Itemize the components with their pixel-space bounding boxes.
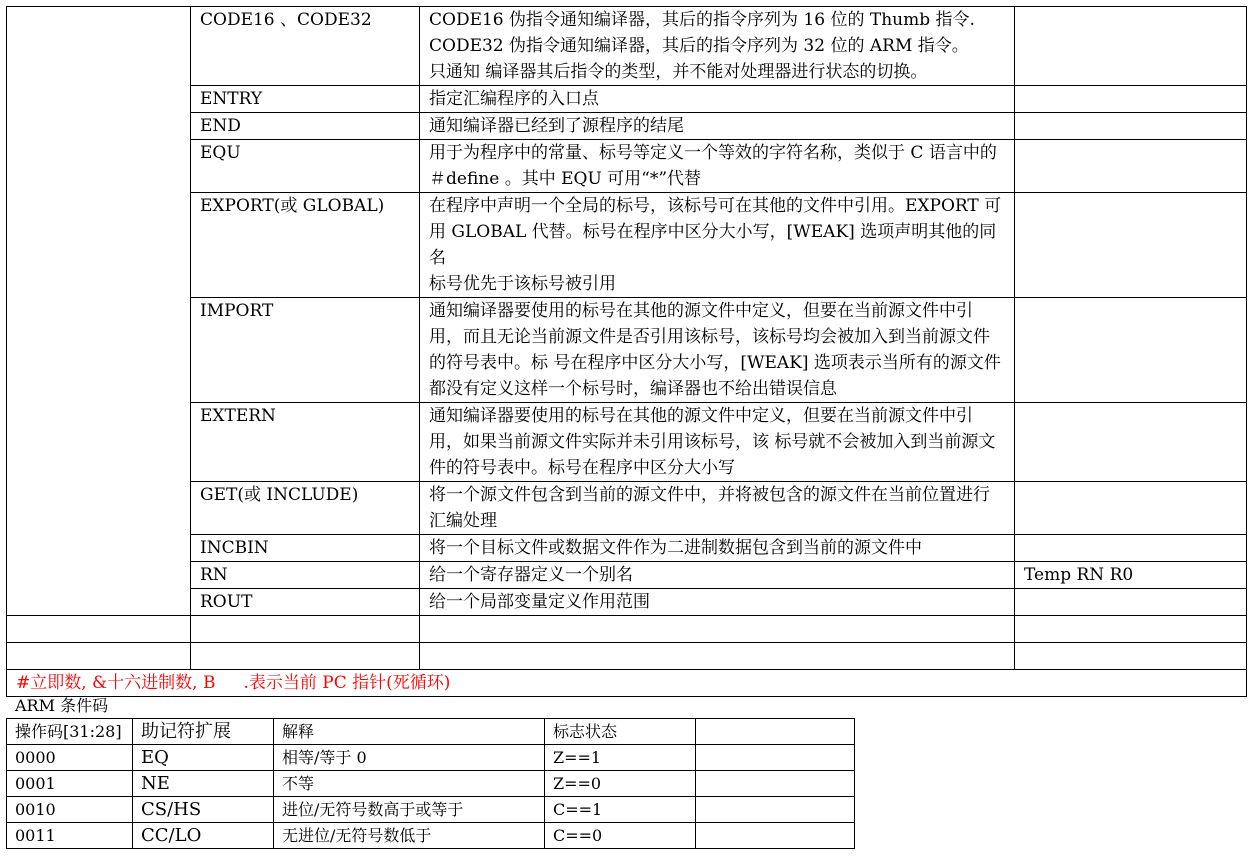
description-line: 在程序中声明一个全局的标号，该标号可在其他的文件中引用。EXPORT 可 [429, 196, 1002, 216]
directive-name: IMPORT [191, 298, 420, 403]
mnemonic-cell: CS/HS [133, 797, 274, 823]
opcode-cell: 0001 [7, 771, 133, 797]
directive-name: GET(或 INCLUDE) [191, 482, 420, 535]
directive-example [1015, 193, 1247, 298]
opcode-cell: 0010 [7, 797, 133, 823]
empty-cell [1015, 643, 1247, 670]
directive-name: ENTRY [191, 86, 420, 113]
extra-cell [696, 823, 855, 849]
directives-table [6, 6, 1247, 697]
directive-row-import [7, 298, 1247, 403]
directive-description [420, 140, 1015, 193]
directive-description [420, 113, 1015, 140]
description-line: 将一个目标文件或数据文件作为二进制数据包含到当前的源文件中 [429, 538, 922, 558]
condition-codes-title: ARM 条件码 [15, 696, 109, 715]
directive-row-extern [7, 403, 1247, 482]
directive-example [1015, 86, 1247, 113]
description-line: 的符号表中。标 号在程序中区分大小写，[WEAK] 选项表示当所有的源文件 [429, 353, 1001, 373]
empty-cell [191, 643, 420, 670]
description-line: 只通知 编译器其后指令的类型，并不能对处理器进行状态的切换。 [429, 62, 928, 82]
directive-name: EQU [191, 140, 420, 193]
empty-cell [420, 616, 1015, 643]
description-line: 用，而且无论当前源文件是否引用该标号，该标号均会被加入到当前源文件 [429, 327, 990, 347]
group-cell [7, 7, 191, 616]
table-row [7, 745, 855, 771]
directive-row-entry [7, 86, 1247, 113]
header-meaning: 解释 [274, 719, 545, 745]
description-line: 标号优先于该标号被引用 [429, 274, 616, 294]
mnemonic-cell: EQ [133, 745, 274, 771]
directive-example [1015, 113, 1247, 140]
empty-cell [7, 643, 191, 670]
description-line: 通知编译器要使用的标号在其他的源文件中定义，但要在当前源文件中引 [429, 301, 973, 321]
flags-cell: Z==1 [545, 745, 696, 771]
directive-description [420, 482, 1015, 535]
directive-row-equ [7, 140, 1247, 193]
extra-cell [696, 745, 855, 771]
table-header-row [7, 719, 855, 745]
directive-row-end [7, 113, 1247, 140]
directive-example [1015, 589, 1247, 616]
mnemonic-cell: CC/LO [133, 823, 274, 849]
table-row [7, 823, 855, 849]
description-line: 将一个源文件包含到当前的源文件中，并将被包含的源文件在当前位置进行 [429, 485, 990, 505]
directive-description [420, 7, 1015, 86]
note-text-immediate: #立即数, &十六进制数, B [16, 673, 216, 693]
directive-description [420, 562, 1015, 589]
empty-row [7, 616, 1247, 643]
description-line: CODE16 伪指令通知编译器，其后的指令序列为 16 位的 Thumb 指令. [429, 10, 975, 30]
directive-name: EXTERN [191, 403, 420, 482]
note-cell [7, 670, 1247, 697]
description-line: 用于为程序中的常量、标号等定义一个等效的字符名称，类似于 C 语言中的 [429, 143, 997, 163]
header-extra [696, 719, 855, 745]
directive-description [420, 86, 1015, 113]
table-row [7, 797, 855, 823]
directive-example [1015, 535, 1247, 562]
empty-cell [420, 643, 1015, 670]
directive-name: END [191, 113, 420, 140]
empty-cell [191, 616, 420, 643]
opcode-cell: 0011 [7, 823, 133, 849]
description-line: 通知编译器已经到了源程序的结尾 [429, 116, 684, 136]
directive-name: CODE16 、CODE32 [191, 7, 420, 86]
extra-cell [696, 771, 855, 797]
opcode-cell: 0000 [7, 745, 133, 771]
description-line: 汇编处理 [429, 511, 497, 531]
header-opcode: 操作码[31:28] [7, 719, 133, 745]
directive-row-rn [7, 562, 1247, 589]
directive-description [420, 298, 1015, 403]
meaning-cell: 相等/等于 0 [274, 745, 545, 771]
directive-row-export [7, 193, 1247, 298]
empty-cell [7, 616, 191, 643]
directive-description [420, 403, 1015, 482]
directive-name: ROUT [191, 589, 420, 616]
directive-name: EXPORT(或 GLOBAL) [191, 193, 420, 298]
directive-example [1015, 140, 1247, 193]
description-line: CODE32 伪指令通知编译器，其后的指令序列为 32 位的 ARM 指令。 [429, 36, 969, 56]
description-line: 指定汇编程序的入口点 [429, 89, 599, 109]
directive-example [1015, 482, 1247, 535]
description-line: ＃define 。其中 EQU 可用“*”代替 [429, 169, 702, 189]
description-line: 给一个局部变量定义作用范围 [429, 592, 650, 612]
directive-example [1015, 7, 1247, 86]
meaning-cell: 进位/无符号数高于或等于 [274, 797, 545, 823]
directive-row-rout [7, 589, 1247, 616]
directive-example: Temp RN R0 [1015, 562, 1247, 589]
note-text-pc: .表示当前 PC 指针(死循环) [243, 673, 451, 693]
description-line: 用，如果当前源文件实际并未引用该标号，该 标号就不会被加入到当前源文 [429, 432, 996, 452]
extra-cell [696, 797, 855, 823]
description-line: 通知编译器要使用的标号在其他的源文件中定义，但要在当前源文件中引 [429, 406, 973, 426]
empty-row [7, 643, 1247, 670]
directive-name: RN [191, 562, 420, 589]
meaning-cell: 无进位/无符号数低于 [274, 823, 545, 849]
directive-row-incbin [7, 535, 1247, 562]
empty-cell [1015, 616, 1247, 643]
condition-codes-table [6, 718, 855, 849]
directive-example [1015, 403, 1247, 482]
description-line: 用 GLOBAL 代替。标号在程序中区分大小写，[WEAK] 选项声明其他的同名 [429, 222, 997, 268]
table-row [7, 771, 855, 797]
directive-example [1015, 298, 1247, 403]
flags-cell: C==0 [545, 823, 696, 849]
header-mnemonic: 助记符扩展 [133, 719, 274, 745]
flags-cell: Z==0 [545, 771, 696, 797]
description-line: 都没有定义这样一个标号时，编译器也不给出错误信息 [429, 379, 837, 399]
meaning-cell: 不等 [274, 771, 545, 797]
directive-row-code16 [7, 7, 1247, 86]
description-line: 件的符号表中。标号在程序中区分大小写 [429, 458, 735, 478]
directive-description [420, 193, 1015, 298]
directive-name: INCBIN [191, 535, 420, 562]
flags-cell: C==1 [545, 797, 696, 823]
directive-description [420, 589, 1015, 616]
directive-description [420, 535, 1015, 562]
mnemonic-cell: NE [133, 771, 274, 797]
note-row [7, 670, 1247, 697]
description-line: 给一个寄存器定义一个别名 [429, 565, 633, 585]
directive-row-get [7, 482, 1247, 535]
header-flags: 标志状态 [545, 719, 696, 745]
